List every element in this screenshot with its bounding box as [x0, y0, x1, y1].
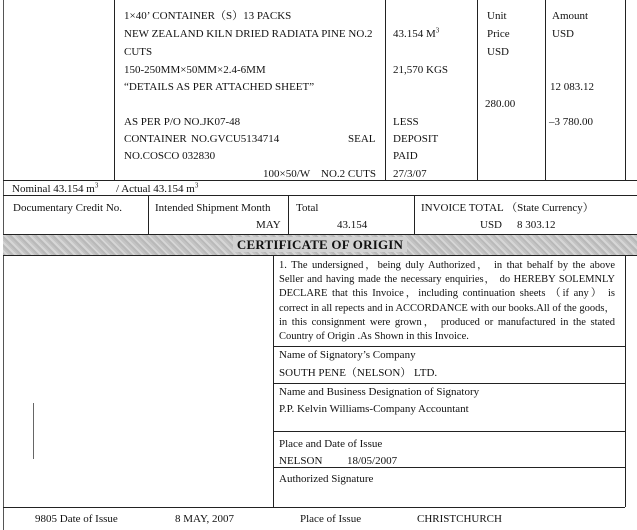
- cert-row-line-1: [273, 346, 625, 347]
- invoice-total-label: INVOICE TOTAL （State Currency）: [421, 202, 594, 214]
- less-label: LESS: [393, 116, 419, 128]
- summary-divider-2: [288, 195, 289, 234]
- certificate-right-border: [625, 255, 626, 507]
- container-number: NO.GVCU5134714: [191, 133, 280, 145]
- total-value: 43.154: [337, 219, 368, 231]
- invoice-currency: USD: [480, 219, 503, 231]
- designation-value: P.P. Kelvin Williams-Company Accountant: [279, 403, 469, 415]
- certificate-bottom-border: [3, 507, 625, 508]
- authorized-signature-label: Authorized Signature: [279, 473, 374, 485]
- goods-line-2: NEW ZEALAND KILN DRIED RADIATA PINE NO.2: [124, 28, 373, 40]
- price-right-divider: [545, 0, 546, 180]
- quantity-right-divider: [477, 0, 478, 180]
- deposit-label: DEPOSIT: [393, 133, 439, 145]
- goods-line-5: “DETAILS AS PER ATTACHED SHEET”: [124, 81, 315, 93]
- credit-label: Documentary Credit No.: [13, 202, 123, 214]
- container-label: CONTAINER: [124, 133, 187, 145]
- shipment-value: MAY: [256, 219, 281, 231]
- amount-deduction: –3 780.00: [549, 116, 593, 128]
- cert-row-line-4: [273, 467, 625, 468]
- certificate-banner: [3, 234, 637, 256]
- unit-price-currency: USD: [487, 46, 510, 58]
- summary-divider-3: [414, 195, 415, 234]
- paid-date: 27/3/07: [393, 168, 427, 180]
- invoice-total-value: 8 303.12: [517, 219, 556, 231]
- seal-label: SEAL: [348, 133, 376, 145]
- shipment-label: Intended Shipment Month: [155, 202, 271, 214]
- footer-place-value: CHRISTCHURCH: [417, 513, 502, 525]
- signatory-company-value: SOUTH PENE（NELSON） LTD.: [279, 367, 438, 379]
- certificate-divider: [273, 255, 274, 507]
- signatory-company-label: Name of Signatory’s Company: [279, 349, 416, 361]
- amount-currency: USD: [552, 28, 575, 40]
- outer-left-border: [3, 0, 4, 530]
- cert-row-line-2: [273, 383, 625, 384]
- unit-price-header-2: Price: [487, 28, 510, 40]
- goods-line-4: 150-250MM×50MM×2.4-6MM: [124, 64, 266, 76]
- cuts-note: NO.2 CUTS: [321, 168, 377, 180]
- weight-value: 21,570 KGS: [393, 64, 449, 76]
- goods-right-divider: [385, 0, 386, 180]
- goods-line-6: AS PER P/O NO.JK07-48: [124, 116, 241, 128]
- nominal-volume: Nominal 43.154 $m^3$: [12, 181, 99, 195]
- left-margin-mark: [33, 403, 34, 459]
- goods-line-1: 1×40’ CONTAINER（S）13 PACKS: [124, 10, 292, 22]
- volume-value: 43.154 $M^3$: [393, 26, 440, 40]
- footer-place-label: Place of Issue: [300, 513, 362, 525]
- paid-label: PAID: [393, 150, 418, 162]
- footer-reference: 9805 Date of Issue: [35, 513, 118, 525]
- summary-divider-1: [148, 195, 149, 234]
- unit-price-value: 280.00: [485, 98, 516, 110]
- amount-header: Amount: [552, 10, 589, 22]
- actual-volume: / Actual 43.154 $m^3$: [116, 181, 199, 195]
- place-date-value: 18/05/2007: [347, 455, 398, 467]
- total-label: Total: [296, 202, 319, 214]
- place-date-label: Place and Date of Issue: [279, 438, 383, 450]
- goods-left-divider: [114, 0, 115, 180]
- unit-price-header-1: Unit: [487, 10, 507, 22]
- size-note: 100×50/W: [263, 168, 311, 180]
- amount-value: 12 083.12: [550, 81, 594, 93]
- cosco-number: NO.COSCO 032830: [124, 150, 216, 162]
- declaration-text: 1. The undersigned，being duly Authorized， in that behalf by the above Seller and having made the necessary enquiries， do HEREBY SOLEMNLY DECLARE that this Invoice，including continuation sheets （if any） is correct in all repects and in ACCORDANCE with our books.All of the goods，in this consignment were grown， produced or manufactured in the stated Country of Origin .As Shown in this Invoice.: [279, 260, 615, 343]
- footer-date: 8 MAY, 2007: [175, 513, 234, 525]
- designation-label: Name and Business Designation of Signatory: [279, 386, 480, 398]
- certificate-title: CERTIFICATE OF ORIGIN: [233, 237, 407, 252]
- amount-right-divider: [625, 0, 626, 180]
- cert-row-line-3: [273, 431, 625, 432]
- place-value: NELSON: [279, 455, 323, 467]
- goods-line-3: CUTS: [124, 46, 153, 58]
